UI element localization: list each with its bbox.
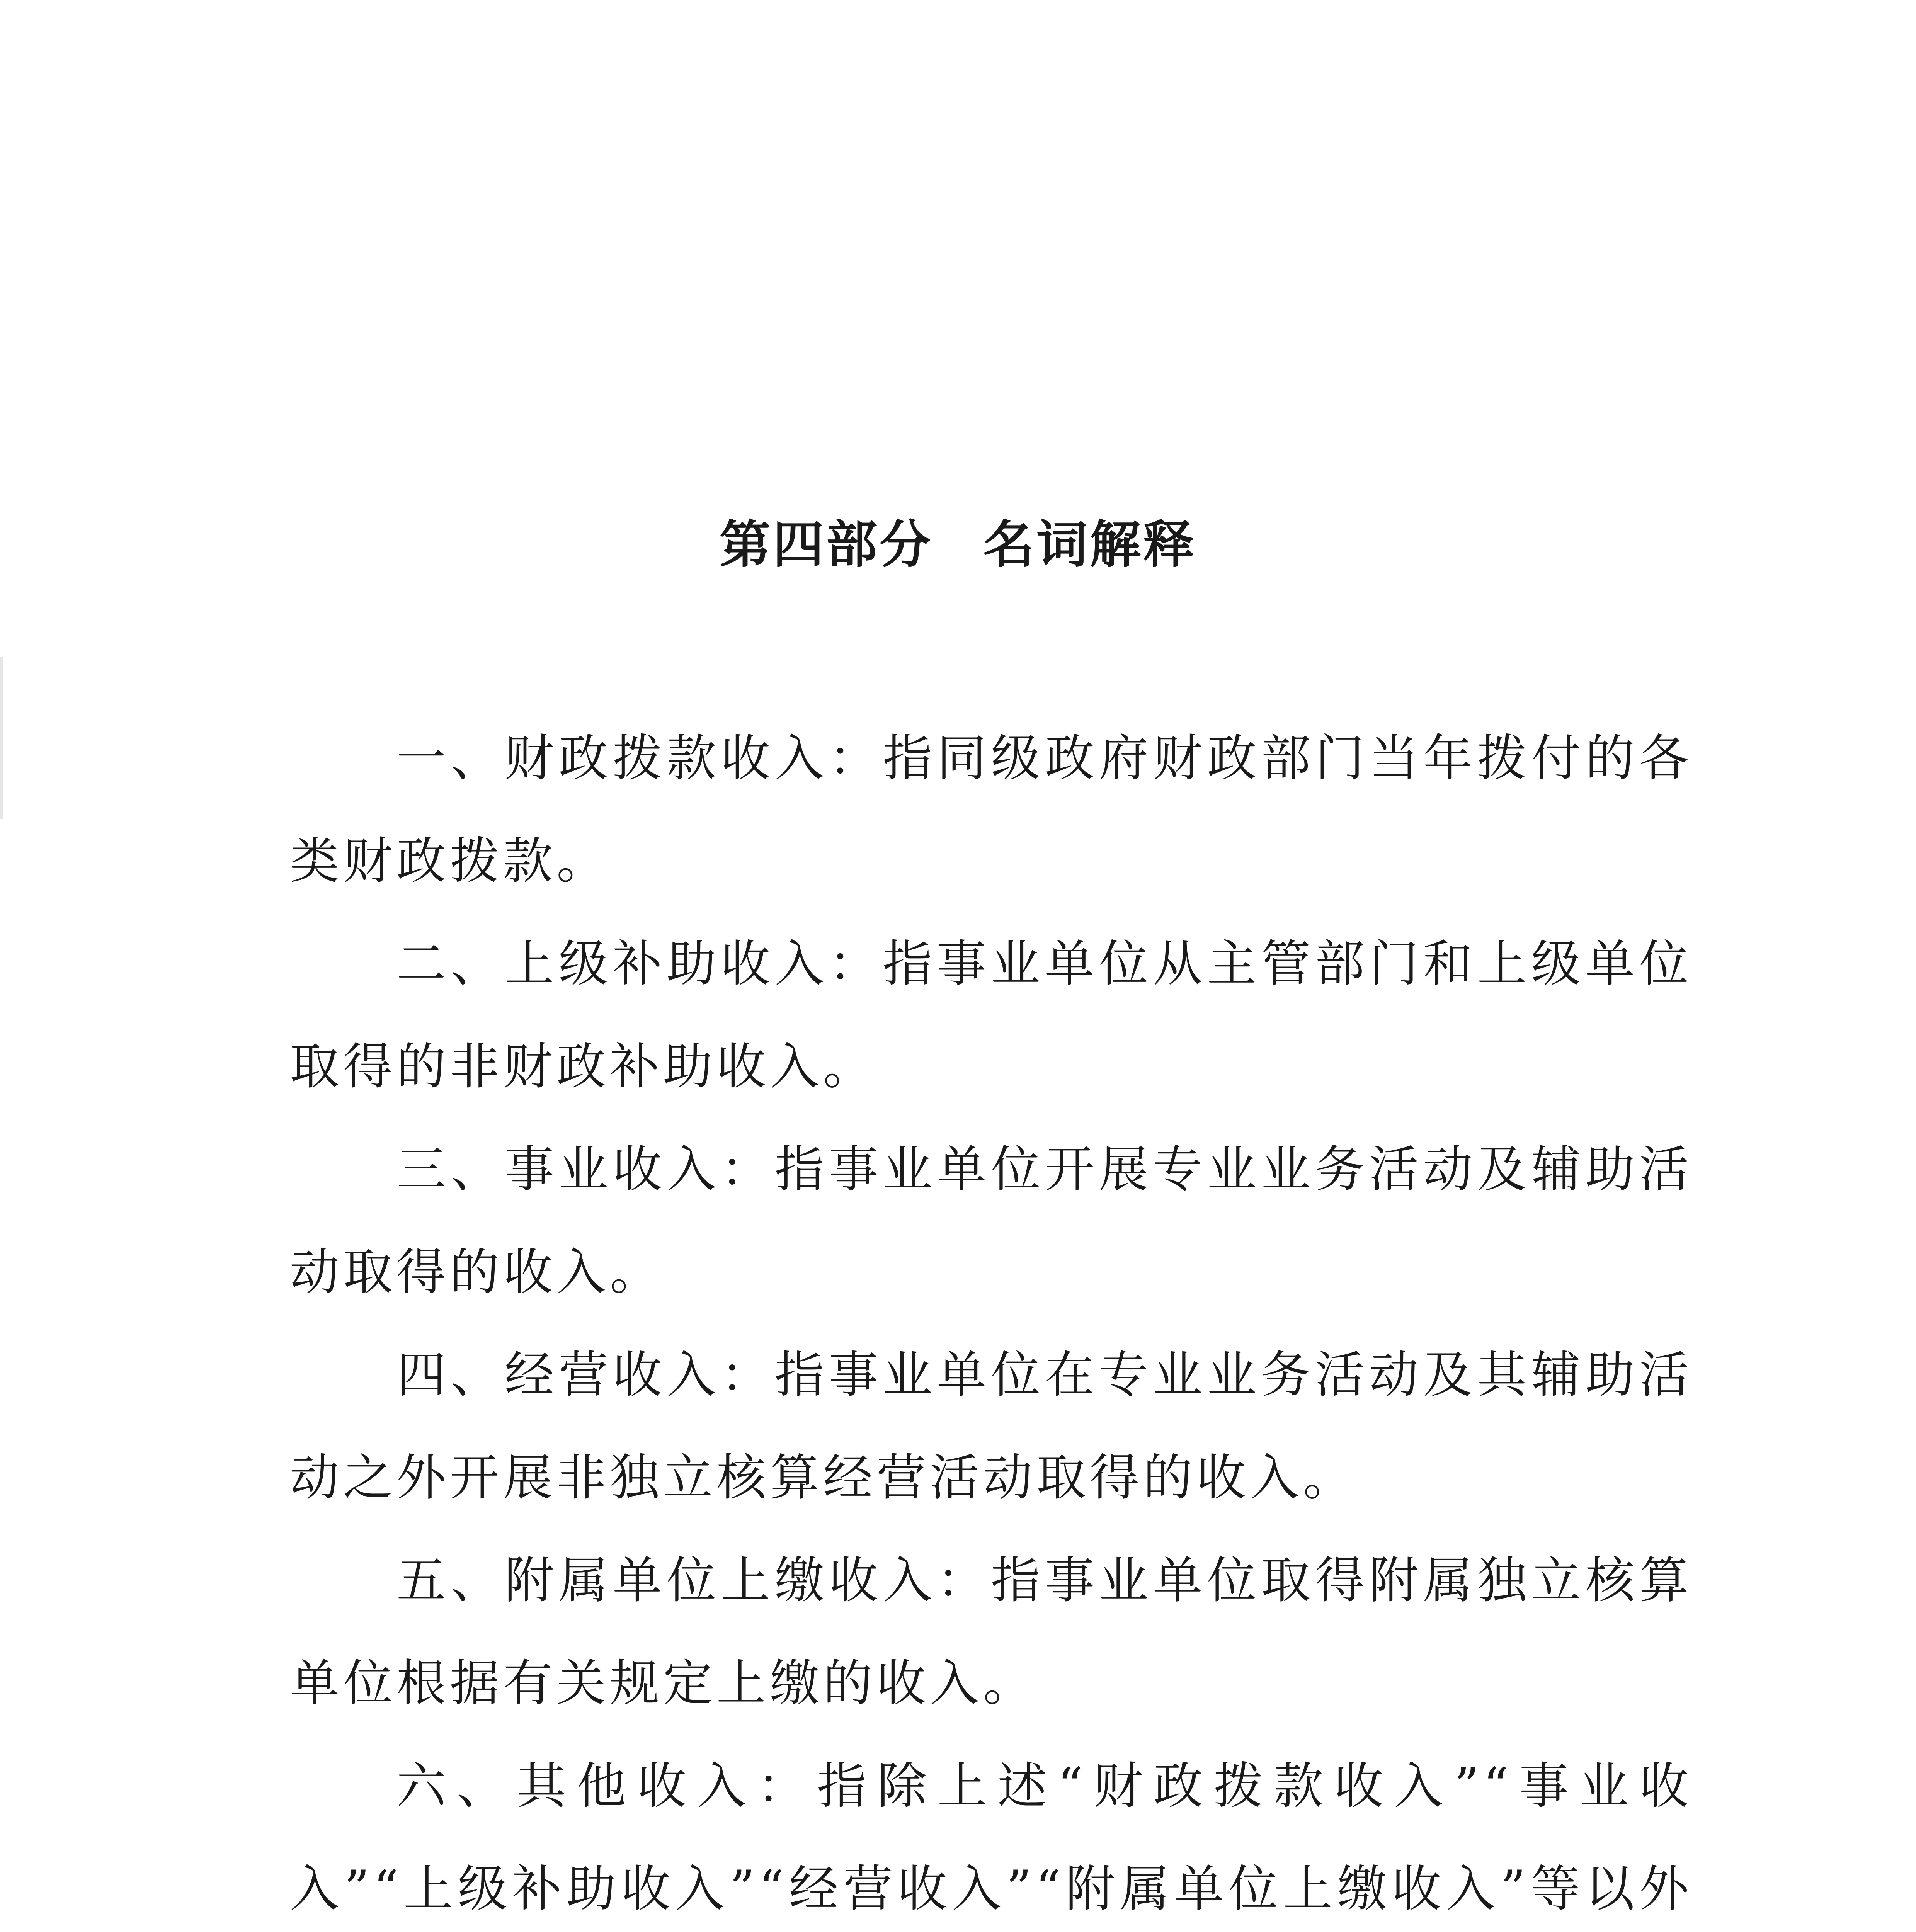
section-title-name: 名词解释 bbox=[983, 515, 1196, 575]
glossary-item-6: 六、其他收入：指除上述“财政拨款收入”“事业收入”“上级补助收入”“经营收入”“附属单位上缴收入”等以外 bbox=[290, 1757, 1693, 1918]
scan-edge-shadow bbox=[0, 657, 3, 819]
section-title-part: 第四部分 bbox=[720, 515, 933, 575]
glossary-body bbox=[290, 707, 1693, 1932]
section-title bbox=[0, 514, 1916, 576]
glossary-item-4: 四、经营收入：指事业单位在专业业务活动及其辅助活动之外开展非独立核算经营活动取得的收入。 bbox=[290, 1346, 1693, 1507]
glossary-item-1: 一、财政拨款收入：指同级政府财政部门当年拨付的各类财政拨款。 bbox=[290, 730, 1693, 890]
glossary-item-2: 二、上级补助收入：指事业单位从主管部门和上级单位取得的非财政补助收入。 bbox=[290, 935, 1693, 1095]
glossary-item-5: 五、附属单位上缴收入：指事业单位取得附属独立核算单位根据有关规定上缴的收入。 bbox=[290, 1552, 1693, 1712]
glossary-item-3: 三、事业收入：指事业单位开展专业业务活动及辅助活动取得的收入。 bbox=[290, 1141, 1693, 1301]
